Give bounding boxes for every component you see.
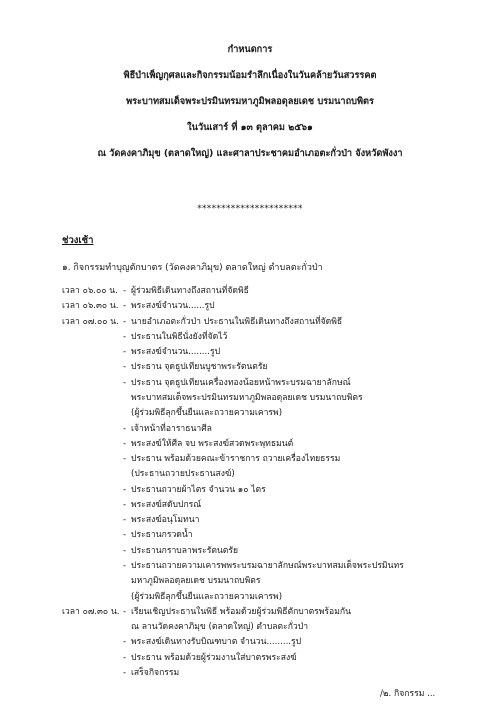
bullet-dash: - bbox=[123, 301, 127, 311]
schedule-time: เวลา ๐๖.๐๐ น. bbox=[62, 286, 118, 296]
separator: ********************** bbox=[197, 204, 303, 214]
schedule-text: ประธานถวายความเคารพพระบรมฉายาลักษณ์พระบาทสมเด็จพระปรมินทร bbox=[131, 561, 404, 571]
doc-subtitle-line1: พิธีบำเพ็ญกุศลและกิจกรรมน้อมรำลึกเนื่องในวันคล้ายวันสวรรคต bbox=[123, 70, 377, 81]
bullet-dash: - bbox=[123, 286, 127, 296]
schedule-text: เสร็จกิจกรรม bbox=[131, 668, 180, 678]
page-continuation: /๒. กิจกรรม ... bbox=[380, 689, 436, 699]
schedule-text: มหาภูมิพลอดุลยเดช บรมนาถบพิตร bbox=[131, 576, 261, 586]
doc-venue: ณ วัดคงคาภิมุข (ตลาดใหญ่) และศาลาประชาคมอำเภอตะกั่วป่า จังหวัดพังงา bbox=[97, 148, 403, 159]
schedule-text: พระสงฆ์จำนวน........รูป bbox=[131, 347, 221, 357]
bullet-dash: - bbox=[123, 454, 127, 464]
bullet-dash: - bbox=[123, 332, 127, 342]
bullet-dash: - bbox=[123, 439, 127, 449]
schedule-text: เจ้าหน้าที่อาราธนาศีล bbox=[131, 424, 212, 434]
bullet-dash: - bbox=[123, 530, 127, 540]
schedule-time: เวลา ๐๖.๓๐ น. bbox=[62, 301, 119, 311]
bullet-dash: - bbox=[123, 668, 127, 678]
bullet-dash: - bbox=[123, 317, 127, 327]
schedule-text: พระสงฆ์เดินทางรับบิณฑบาต จำนวน.........รูป bbox=[131, 637, 302, 647]
bullet-dash: - bbox=[123, 378, 127, 388]
bullet-dash: - bbox=[123, 637, 127, 647]
doc-subtitle-line2: พระบาทสมเด็จพระปรมินทรมหาภูมิพลอดุลยเดช บรมนาถบพิตร bbox=[126, 96, 374, 107]
bullet-dash: - bbox=[123, 485, 127, 495]
bullet-dash: - bbox=[123, 424, 127, 434]
schedule-text: พระสงฆ์อนุโมทนา bbox=[131, 515, 200, 525]
bullet-dash: - bbox=[123, 607, 127, 617]
bullet-dash: - bbox=[123, 546, 127, 556]
section-title: ช่วงเช้า bbox=[62, 235, 94, 246]
schedule-text: ประธาน จุดธูปเทียนบูชาพระรัตนตรัย bbox=[131, 362, 268, 372]
schedule-text: นายอำเภอตะกั่วป่า ประธานในพิธีเดินทางถึงสถานที่จัดพิธี bbox=[131, 317, 343, 327]
schedule-text: ประธานกรวดน้ำ bbox=[131, 530, 193, 540]
schedule-text: พระสงฆ์จำนวน......รูป bbox=[131, 301, 215, 311]
doc-title: กำหนดการ bbox=[227, 44, 273, 55]
schedule-time: เวลา ๐๗.๐๐ น. bbox=[62, 317, 119, 327]
schedule-text: ประธานกราบลาพระรัตนตรัย bbox=[131, 546, 239, 556]
schedule-text: ณ ลานวัดคงคาภิมุข (ตลาดใหญ่) ตำบลตะกั่วป่า bbox=[131, 622, 309, 632]
bullet-dash: - bbox=[123, 515, 127, 525]
schedule-text: ประธาน จุดธูปเทียนเครื่องทองน้อยหน้าพระบรมฉายาลักษณ์ bbox=[131, 378, 351, 388]
schedule-text: พระบาทสมเด็จพระปรมินทรมหาภูมิพลอดุลยเดช บรมนาถบพิตร bbox=[131, 393, 363, 403]
schedule-text: ผู้ร่วมพิธีเดินทางถึงสถานที่จัดพิธี bbox=[131, 286, 249, 296]
schedule-text: ประธานถวายผ้าไตร จำนวน ๑๐ ไตร bbox=[131, 485, 266, 495]
activity-title: ๑. กิจกรรมทำบุญตักบาตร (วัดคงคาภิมุข) ตลาดใหญ่ ตำบลตะกั่วป่า bbox=[62, 263, 323, 273]
schedule-text: ประธานในพิธีนั่งยังที่จัดไว้ bbox=[131, 332, 228, 342]
schedule-text: ประธาน พร้อมด้วยคณะข้าราชการ ถวายเครื่องไทยธรรม bbox=[131, 454, 341, 464]
schedule-text: (ผู้ร่วมพิธีลุกขึ้นยืนและถวายความเคารพ) bbox=[131, 592, 283, 602]
bullet-dash: - bbox=[123, 561, 127, 571]
doc-date: ในวันเสาร์ ที่ ๑๓ ตุลาคม ๒๕๖๑ bbox=[187, 122, 313, 133]
schedule-text: ประธาน พร้อมด้วยผู้ร่วมงานใส่บาตรพระสงฆ์ bbox=[131, 653, 297, 663]
schedule-text: พระสงฆ์ให้ศีล จบ พระสงฆ์สวดพระพุทธมนต์ bbox=[131, 439, 294, 449]
bullet-dash: - bbox=[123, 500, 127, 510]
bullet-dash: - bbox=[123, 653, 127, 663]
schedule-text: พระสงฆ์สดับปกรณ์ bbox=[131, 500, 202, 510]
schedule-text: (ผู้ร่วมพิธีลุกขึ้นยืนและถวายความเคารพ) bbox=[131, 408, 283, 418]
bullet-dash: - bbox=[123, 362, 127, 372]
bullet-dash: - bbox=[123, 347, 127, 357]
schedule-text: เรียนเชิญประธานในพิธี พร้อมด้วยผู้ร่วมพิธีตักบาตรพร้อมกัน bbox=[131, 607, 351, 617]
schedule-text: (ประธานถวายประธานสงฆ์) bbox=[131, 469, 235, 479]
schedule-time: เวลา ๐๗.๓๐ น. bbox=[62, 607, 120, 617]
